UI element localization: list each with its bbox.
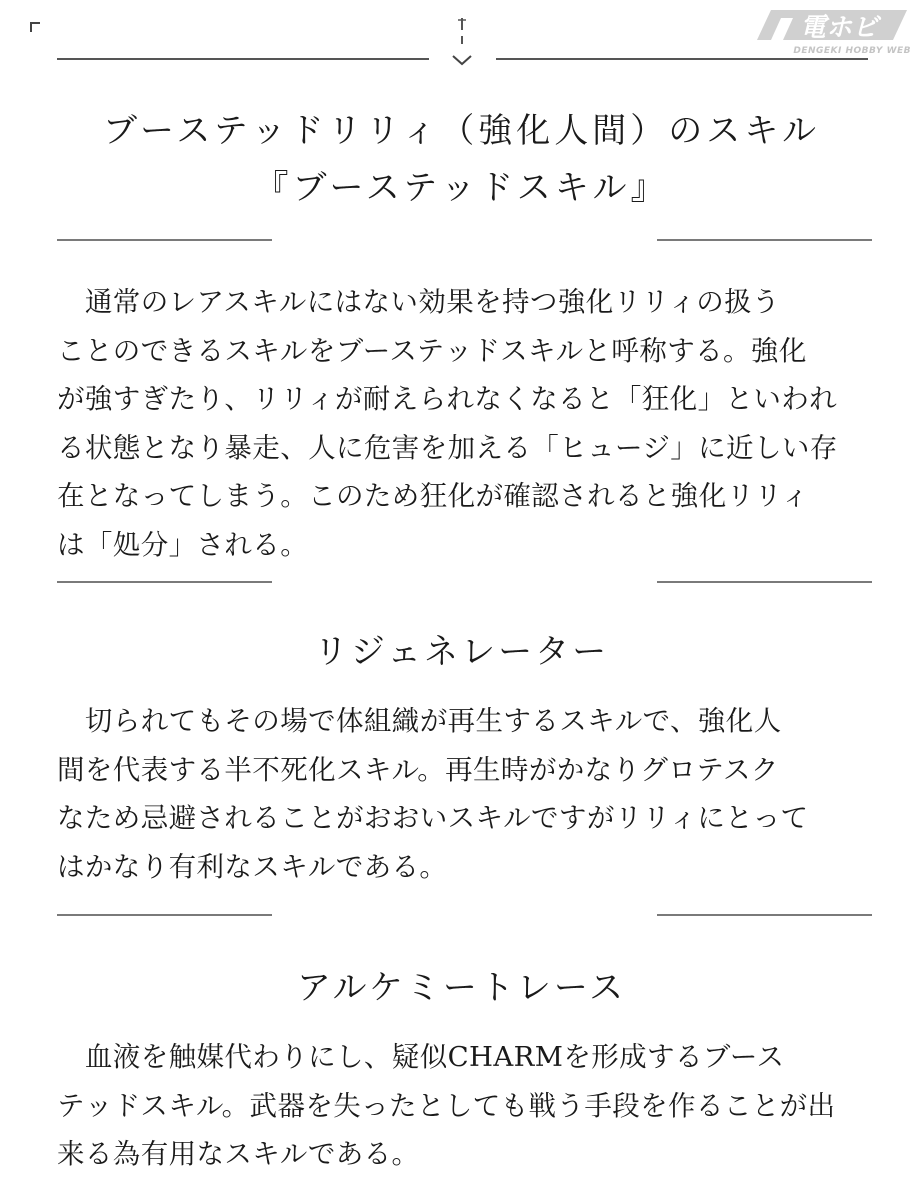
section-line: なため忌避されることがおおいスキルですがリリィにとって [57, 802, 809, 834]
divider-left [57, 914, 272, 916]
divider-right [657, 239, 872, 241]
section-line: 間を代表する半不死化スキル。再生時がかなりグロテスク [57, 753, 779, 786]
ornament-chevron-icon [449, 14, 475, 70]
page-title-line1: ブーステッドリリィ（強化人間）のスキル [103, 111, 820, 151]
divider-right [657, 581, 872, 583]
intro-line: 通常のレアスキルにはない効果を持つ強化リリィの扱う [57, 286, 780, 318]
divider-left [57, 239, 272, 241]
section-heading-regenerator: リジェネレーター [313, 632, 610, 672]
watermark-logo-text: 電ホビ [799, 13, 879, 43]
intro-line: は「処分」される。 [57, 528, 309, 561]
intro-line: が強すぎたり、リリィが耐えられなくなると「狂化」といわれ [57, 383, 838, 415]
divider-right [657, 914, 872, 916]
section-paragraph-alchemy-trace [57, 1033, 872, 1179]
divider-left [57, 581, 272, 583]
intro-paragraph [57, 278, 872, 569]
intro-line: ことのできるスキルをブーステッドスキルと呼称する。強化 [57, 334, 807, 367]
section-heading-alchemy-trace: アルケミートレース [296, 968, 627, 1008]
watermark-subtext: DENGEKI HOBBY WEB [793, 46, 911, 56]
section-line: テッドスキル。武器を失ったとしても戦う手段を作ることが出 [57, 1089, 836, 1122]
intro-line: 在となってしまう。このため狂化が確認されると強化リリィ [57, 480, 810, 512]
section-line: 血液を触媒代わりにし、疑似CHARMを形成するブース [57, 1041, 785, 1073]
intro-line: る状態となり暴走、人に危害を加える「ヒュージ」に近しい存 [57, 431, 838, 464]
top-rule-left [57, 58, 429, 60]
section-paragraph-regenerator [57, 697, 872, 891]
watermark-logo [742, 0, 917, 60]
section-line: 切られてもその場で体組織が再生するスキルで、強化人 [57, 705, 782, 737]
section-line: はかなり有利なスキルである。 [57, 850, 448, 883]
dengeki-hobby-logo-icon [749, 6, 909, 46]
page-title-line2: 『ブーステッドスキル』 [254, 168, 669, 208]
section-line: 来る為有用なスキルである。 [57, 1138, 420, 1170]
